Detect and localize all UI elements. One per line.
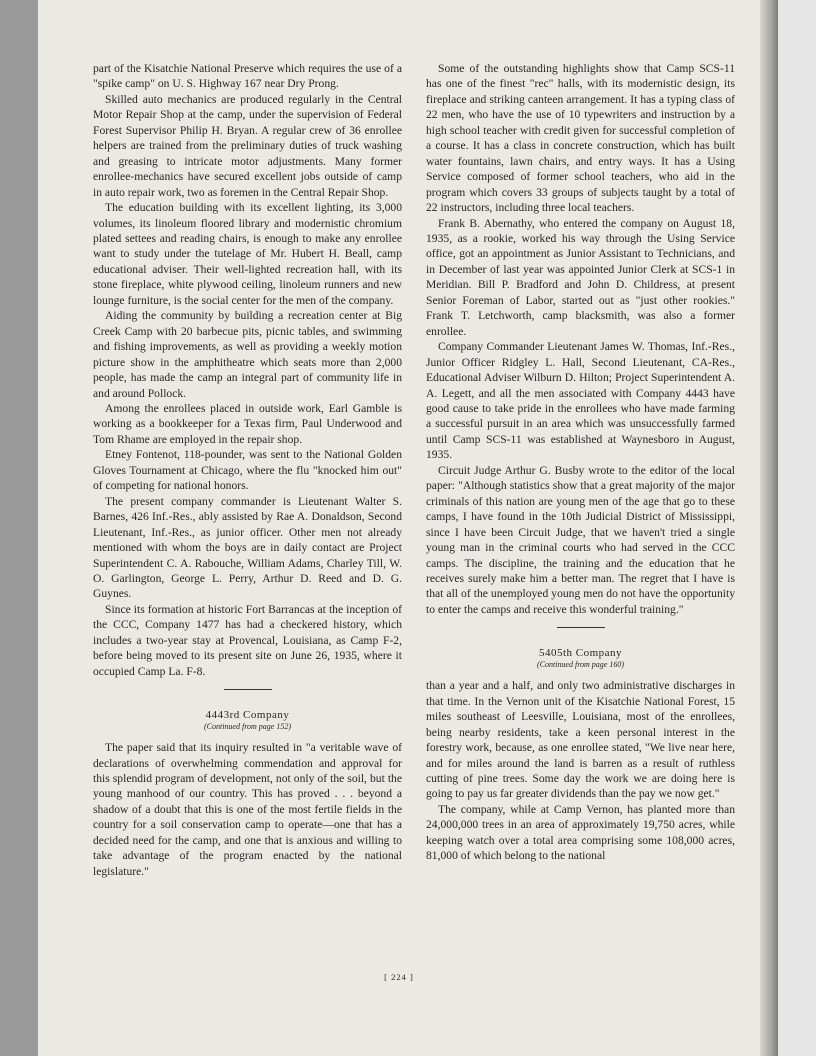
paragraph: Among the enrollees placed in outside work, Earl Gamble is working as a bookkeeper for a Texas firm, Paul Underwood and Tom Rhame are employed in the repair shop. — [93, 401, 402, 446]
paragraph: Some of the outstanding highlights show that Camp SCS-11 has one of the finest "rec" halls, with its modernistic design, its fireplace and striking canteen arrangement. It has a typing class of 22 men, who have the use of 10 typewriters and instruction by a high school teacher with credit given for successful completion of a course. It has a class in concrete construction, which has built water fountains, lawn chairs, and entry ways. It has a Using Service composed of former school teachers, who aid in the program which covers 33 groups of subjects taught by a total of 22 instructors, including three local teachers. — [426, 62, 735, 215]
binding-spine — [760, 0, 778, 1056]
paragraph: Etney Fontenot, 118-pounder, was sent to the National Golden Gloves Tournament at Chicago, where the flu "knocked him out" of competing for national honors. — [93, 448, 402, 493]
paragraph: The education building with its excellent lighting, its 3,000 volumes, its linoleum floored library and modernistic chromium plated settees and reading chairs, is enough to make any enrollee want to study under the tutelage of Mr. Hubert H. Beall, camp educational adviser. Their well-lighted recreation hall, with its stone fireplace, white plywood ceiling, linoleum runners and new lounge furniture, is the social center for the men of the company. — [93, 201, 402, 307]
page-number: [ 224 ] — [384, 972, 414, 982]
right-column — [426, 61, 735, 864]
paragraph: Company Commander Lieutenant James W. Thomas, Inf.-Res., Junior Officer Ridgley L. Hall, Second Lieutenant, CA-Res., Educational Adviser Wilburn D. Hilton; Project Superintendent A. A. Legett, and all the men associated with Company 4443 have good cause to take pride in the enrollees who have made farming a successful pursuit in an area which was unsuccessfully farmed until Camp SCS-11 was established at Waynesboro in August, 1935. — [426, 340, 735, 462]
paragraph: Aiding the community by building a recreation center at Big Creek Camp with 20 barbecue pits, picnic tables, and swimming and fishing improvements, as well as providing a weekly motion picture show in the amphitheatre which seats more than 2,000 people, has made the camp an integral part of community life in and around Pollock. — [93, 309, 402, 400]
paragraph: The present company commander is Lieutenant Walter S. Barnes, 426 Inf.-Res., ably assisted by Rae A. Donaldson, Second Lieutenant, Inf.-Res., as junior officer. Other men not already mentioned with whom the boys are in daily contact are Project Superintendent C. A. Rabouche, William Adams, Charley Till, W. O. Garlington, George L. Perry, Arthur D. Reed and D. G. Guynes. — [93, 494, 402, 601]
document-page — [38, 0, 760, 1056]
paragraph: Skilled auto mechanics are produced regularly in the Central Motor Repair Shop at the camp, under the supervision of Federal Forest Supervisor Philip H. Bryan. A regular crew of 36 enrollee helpers are trained from the preliminary duties of truck washing and greasing to intricate motor adjustments. Many former enrollee-mechanics have secured excellent jobs outside of camp in auto repair work, two as foremen in the Central Repair Shop. — [93, 92, 402, 199]
section-title: 4443rd Company — [205, 709, 290, 722]
scan-background-left — [0, 0, 38, 1056]
section-divider — [224, 689, 272, 690]
paragraph: Since its formation at historic Fort Barrancas at the inception of the CCC, Company 1477 has had a checkered history, which includes a two-year stay at Provencal, Louisiana, as Camp F-2, before being moved to its present site on June 26, 1935, where it occupied Camp La. F-8. — [93, 602, 402, 678]
continued-note: (Continued from page 160) — [536, 660, 625, 670]
paragraph: The paper said that its inquiry resulted in "a veritable wave of declarations of overwhelming commendation and approval for this splendid program of development, not only of the soil, but the young manhood of our country. This has proved . . . beyond a shadow of a doubt that this is one of the most fertile fields in the country for a soil conservation camp to operate—one that has a decided need for the camp, and one that is anxious and willing to take advantage of the program enacted by the national legislature." — [93, 741, 402, 878]
paragraph: The company, while at Camp Vernon, has planted more than 24,000,000 trees in an area of approximately 19,750 acres, while keeping watch over a total area comprising some 108,000 acres, 81,000 of which belong to the national — [426, 802, 735, 863]
paragraph: Frank B. Abernathy, who entered the company on August 18, 1935, as a rookie, worked his way through the Using Service office, got an appointment as Junior Assistant to Technicians, and in December of last year was appointed Junior Clerk at SCS-1 in Meridian. Bill P. Bradford and John D. Childress, at present Senior Foreman of Labor, started out as "just other rookies." Frank T. Letchworth, camp blacksmith, was also a former enrollee. — [426, 216, 735, 338]
left-column — [93, 61, 402, 879]
section-title: 5405th Company — [538, 647, 623, 660]
paragraph: than a year and a half, and only two administrative discharges in that time. In the Vernon unit of the Kisatchie National Forest, 15 miles southeast of Leesville, Louisiana, most of the enrollees, being nearby residents, take a keen personal interest in the forestry work, because, as one enrollee stated, "We live near here, and for miles around the land is barren as a result of ruthless cutting of pine trees. Some day the work we are doing here is going to pay us far greater dividends than the pay we now get." — [426, 679, 735, 801]
scan-background-right — [778, 0, 816, 1056]
paragraph: Circuit Judge Arthur G. Busby wrote to the editor of the local paper: "Although statistics show that a great majority of the major criminals of this nation are young men of the age that go to these camps, I have found in the 10th Judicial District of Mississippi, since I have been Circuit Judge, that we haven't tried a single young man in the criminal courts who had served in the CCC camps. The discipline, the training and the education that he receives surely make him a better man. The regret that I have is that all of the unemployed young men do not have the opportunity to enter the camps and receive this wonderful training." — [426, 463, 735, 616]
paragraph: part of the Kisatchie National Preserve which requires the use of a "spike camp" on U. S. Highway 167 near Dry Prong. — [93, 62, 402, 91]
section-divider — [557, 627, 605, 628]
continued-note: (Continued from page 152) — [203, 722, 292, 732]
